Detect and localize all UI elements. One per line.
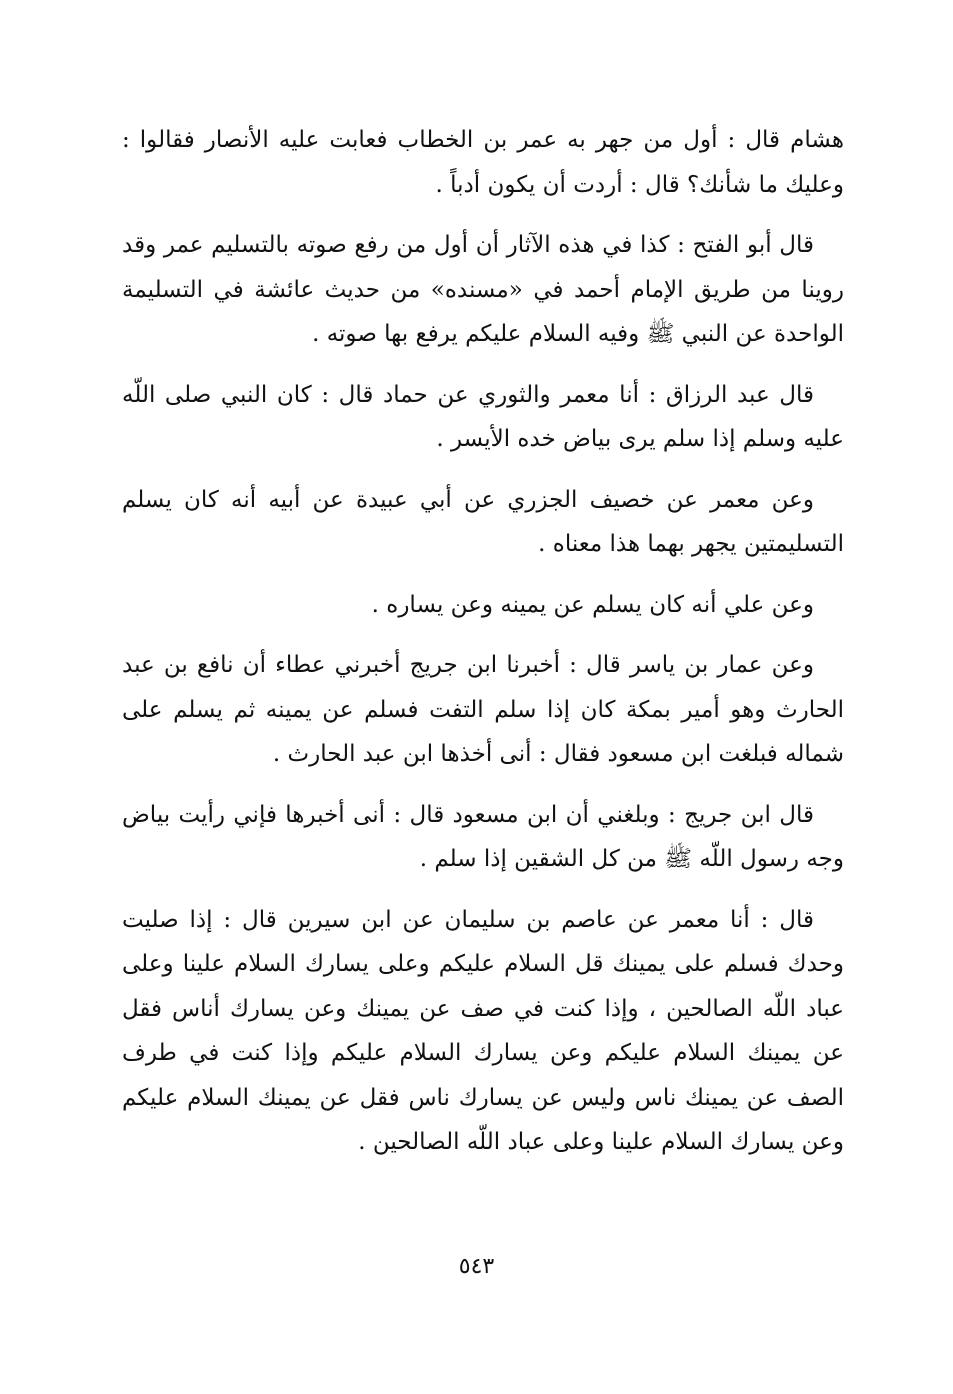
- paragraph-abd-al-razzaq: قال عبد الرزاق : أنا معمر والثوري عن حماد قال : كان النبي صلى اللّه عليه وسلم إذا سلم يرى بياض خده الأيسر .: [122, 381, 844, 452]
- paragraph-mamar-khasif: وعن معمر عن خصيف الجزري عن أبي عبيدة عن أبيه أنه كان يسلم التسليمتين يجهر بهما هذا معناه .: [122, 486, 844, 557]
- paragraph-ali: وعن علي أنه كان يسلم عن يمينه وعن يساره .: [371, 591, 814, 618]
- paragraph-ammar: وعن عمار بن ياسر قال : أخبرنا ابن جريج أخبرني عطاء أن نافع بن عبد الحارث وهو أمير بمكة كان إذا سلم التفت فسلم عن يمينه ثم يسلم على شماله فبلغت ابن مسعود فقال : أنى أخذها ابن عبد الحارث .: [122, 652, 844, 767]
- paragraph-abu-al-fath: قال أبو الفتح : كذا في هذه الآثار أن أول من رفع صوته بالتسليم عمر وقد روينا من طريق الإمام أحمد في «مسنده» من حديث عائشة في التسليمة الواحدة عن النبي ﷺ وفيه السلام عليكم يرفع بها صوته .: [122, 232, 844, 347]
- paragraph-ibn-jurayj: قال ابن جريج : وبلغني أن ابن مسعود قال : أنى أخبرها فإني رأيت بياض وجه رسول اللّه ﷺ من كل الشقين إذا سلم .: [122, 801, 844, 872]
- page-body: [122, 118, 844, 1181]
- paragraph-hisham: هشام قال : أول من جهر به عمر بن الخطاب فعابت عليه الأنصار فقالوا : وعليك ما شأنك؟ قال : أردت أن يكون أدباً .: [122, 127, 844, 198]
- paragraph-ibn-sirin: قال : أنا معمر عن عاصم بن سليمان عن ابن سيرين قال : إذا صليت وحدك فسلم على يمينك قل السلام عليكم وعلى يسارك السلام علينا وعلى عباد اللّه الصالحين ، وإذا كنت في صف عن يمينك وعن يسارك أناس فقل عن يمينك السلام عليكم وعن يسارك السلام عليكم وإذا كنت في طرف الصف عن يمينك ناس وليس عن يسارك ناس فقل عن يمينك السلام عليكم وعن يسارك السلام علينا وعلى عباد اللّه الصالحين .: [122, 906, 844, 1155]
- page-number: ٥٤٣: [458, 1254, 495, 1279]
